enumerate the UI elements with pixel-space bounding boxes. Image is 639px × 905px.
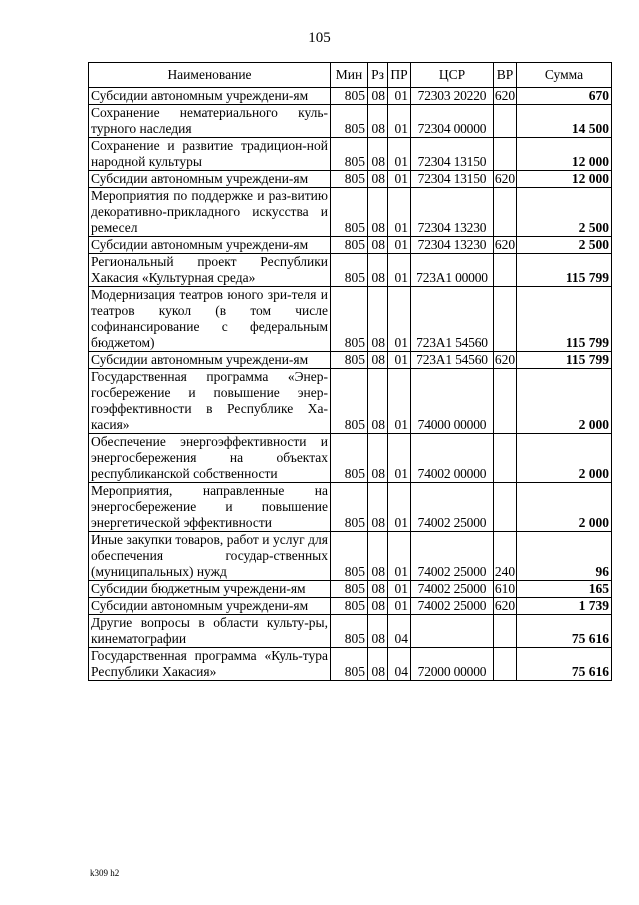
cell-min: 805 bbox=[331, 188, 368, 237]
cell-rz: 08 bbox=[368, 352, 388, 369]
cell-rz: 08 bbox=[368, 237, 388, 254]
cell-pr: 01 bbox=[388, 237, 411, 254]
cell-rz: 08 bbox=[368, 581, 388, 598]
cell-csr: 74002 00000 bbox=[411, 434, 494, 483]
cell-name: Иные закупки товаров, работ и услуг для обеспечения государ-ственных (муниципальных) нужд bbox=[89, 532, 331, 581]
cell-pr: 01 bbox=[388, 598, 411, 615]
header-min: Мин bbox=[331, 63, 368, 88]
cell-sum: 12 000 bbox=[517, 171, 612, 188]
cell-pr: 01 bbox=[388, 532, 411, 581]
cell-rz: 08 bbox=[368, 171, 388, 188]
cell-name: Мероприятия, направленные на энергосбережение и повышение энергетической эффективности bbox=[89, 483, 331, 532]
table-body bbox=[89, 88, 612, 681]
cell-sum: 2 000 bbox=[517, 434, 612, 483]
cell-min: 805 bbox=[331, 369, 368, 434]
cell-vr bbox=[494, 483, 517, 532]
cell-csr: 72303 20220 bbox=[411, 88, 494, 105]
cell-min: 805 bbox=[331, 434, 368, 483]
cell-sum: 2 500 bbox=[517, 188, 612, 237]
cell-min: 805 bbox=[331, 352, 368, 369]
cell-name: Модернизация театров юного зри-теля и театров кукол (в том числе софинансирование с федеральным бюджетом) bbox=[89, 287, 331, 352]
cell-csr: 74002 25000 bbox=[411, 581, 494, 598]
table-row bbox=[89, 188, 612, 237]
table-row bbox=[89, 648, 612, 681]
cell-pr: 04 bbox=[388, 615, 411, 648]
cell-name: Субсидии автономным учреждени-ям bbox=[89, 352, 331, 369]
header-sum: Сумма bbox=[517, 63, 612, 88]
cell-pr: 01 bbox=[388, 287, 411, 352]
table-row bbox=[89, 483, 612, 532]
cell-csr: 74000 00000 bbox=[411, 369, 494, 434]
table-row bbox=[89, 105, 612, 138]
cell-rz: 08 bbox=[368, 88, 388, 105]
cell-csr bbox=[411, 615, 494, 648]
table-row bbox=[89, 532, 612, 581]
cell-vr bbox=[494, 615, 517, 648]
table-row bbox=[89, 171, 612, 188]
cell-name: Субсидии автономным учреждени-ям bbox=[89, 237, 331, 254]
cell-vr bbox=[494, 287, 517, 352]
cell-csr: 74002 25000 bbox=[411, 483, 494, 532]
cell-rz: 08 bbox=[368, 188, 388, 237]
cell-name: Мероприятия по поддержке и раз-витию декоративно-прикладного искусства и ремесел bbox=[89, 188, 331, 237]
cell-csr: 723А1 00000 bbox=[411, 254, 494, 287]
table-row bbox=[89, 598, 612, 615]
cell-csr: 72304 13150 bbox=[411, 138, 494, 171]
cell-vr bbox=[494, 434, 517, 483]
cell-vr bbox=[494, 105, 517, 138]
cell-pr: 01 bbox=[388, 88, 411, 105]
cell-vr bbox=[494, 369, 517, 434]
cell-sum: 115 799 bbox=[517, 254, 612, 287]
header-name: Наименование bbox=[89, 63, 331, 88]
cell-sum: 12 000 bbox=[517, 138, 612, 171]
cell-rz: 08 bbox=[368, 434, 388, 483]
cell-rz: 08 bbox=[368, 598, 388, 615]
cell-rz: 08 bbox=[368, 105, 388, 138]
cell-csr: 74002 25000 bbox=[411, 598, 494, 615]
cell-name: Сохранение и развитие традицион-ной народной культуры bbox=[89, 138, 331, 171]
cell-csr: 72304 13150 bbox=[411, 171, 494, 188]
cell-pr: 01 bbox=[388, 369, 411, 434]
table-row bbox=[89, 434, 612, 483]
cell-name: Субсидии бюджетным учреждени-ям bbox=[89, 581, 331, 598]
cell-sum: 2 500 bbox=[517, 237, 612, 254]
cell-sum: 2 000 bbox=[517, 369, 612, 434]
budget-table bbox=[88, 62, 612, 681]
cell-name: Государственная программа «Энер-госбережение и повышение энер-гоэффективности в Республике Ха-касия» bbox=[89, 369, 331, 434]
cell-rz: 08 bbox=[368, 615, 388, 648]
cell-csr: 72304 13230 bbox=[411, 237, 494, 254]
cell-pr: 04 bbox=[388, 648, 411, 681]
table-row bbox=[89, 352, 612, 369]
cell-csr: 723А1 54560 bbox=[411, 287, 494, 352]
cell-rz: 08 bbox=[368, 254, 388, 287]
cell-sum: 2 000 bbox=[517, 483, 612, 532]
cell-min: 805 bbox=[331, 581, 368, 598]
cell-min: 805 bbox=[331, 287, 368, 352]
cell-pr: 01 bbox=[388, 581, 411, 598]
table-header-row bbox=[89, 63, 612, 88]
header-vr: ВР bbox=[494, 63, 517, 88]
footer-code: k309 h2 bbox=[90, 868, 120, 878]
cell-name: Субсидии автономным учреждени-ям bbox=[89, 171, 331, 188]
cell-name: Субсидии автономным учреждени-ям bbox=[89, 88, 331, 105]
table-row bbox=[89, 138, 612, 171]
cell-min: 805 bbox=[331, 138, 368, 171]
cell-rz: 08 bbox=[368, 532, 388, 581]
cell-sum: 96 bbox=[517, 532, 612, 581]
cell-vr bbox=[494, 648, 517, 681]
cell-pr: 01 bbox=[388, 138, 411, 171]
cell-rz: 08 bbox=[368, 648, 388, 681]
cell-sum: 165 bbox=[517, 581, 612, 598]
cell-vr bbox=[494, 138, 517, 171]
cell-vr: 620 bbox=[494, 171, 516, 186]
table-row bbox=[89, 237, 612, 254]
page-number: 105 bbox=[308, 30, 331, 46]
cell-pr: 01 bbox=[388, 352, 411, 369]
table-row bbox=[89, 581, 612, 598]
cell-csr: 74002 25000 bbox=[411, 532, 494, 581]
cell-vr: 620 bbox=[494, 88, 516, 103]
cell-min: 805 bbox=[331, 171, 368, 188]
cell-vr bbox=[494, 188, 517, 237]
header-pr: ПР bbox=[388, 63, 411, 88]
cell-min: 805 bbox=[331, 615, 368, 648]
cell-csr: 72000 00000 bbox=[411, 648, 494, 681]
cell-vr: 620 bbox=[494, 598, 516, 613]
table-row bbox=[89, 287, 612, 352]
cell-name: Обеспечение энергоэффективности и энергосбережения на объектах республиканской собственности bbox=[89, 434, 331, 483]
cell-sum: 75 616 bbox=[517, 615, 612, 648]
table-row bbox=[89, 254, 612, 287]
cell-min: 805 bbox=[331, 598, 368, 615]
table-row bbox=[89, 369, 612, 434]
cell-name: Сохранение нематериального куль-турного наследия bbox=[89, 105, 331, 138]
cell-vr: 240 bbox=[494, 532, 517, 581]
header-csr: ЦСР bbox=[411, 63, 494, 88]
cell-pr: 01 bbox=[388, 483, 411, 532]
cell-csr: 72304 13230 bbox=[411, 188, 494, 237]
cell-min: 805 bbox=[331, 254, 368, 287]
cell-rz: 08 bbox=[368, 369, 388, 434]
table-row bbox=[89, 88, 612, 105]
cell-sum: 75 616 bbox=[517, 648, 612, 681]
cell-sum: 14 500 bbox=[517, 105, 612, 138]
cell-name: Государственная программа «Куль-тура Республики Хакасия» bbox=[89, 648, 331, 681]
header-rz: Рз bbox=[368, 63, 388, 88]
cell-min: 805 bbox=[331, 88, 368, 105]
cell-sum: 115 799 bbox=[517, 352, 612, 369]
cell-vr: 620 bbox=[494, 237, 516, 252]
cell-rz: 08 bbox=[368, 287, 388, 352]
cell-min: 805 bbox=[331, 483, 368, 532]
cell-sum: 1 739 bbox=[517, 598, 612, 615]
cell-csr: 72304 00000 bbox=[411, 105, 494, 138]
cell-pr: 01 bbox=[388, 434, 411, 483]
cell-pr: 01 bbox=[388, 105, 411, 138]
cell-name: Субсидии автономным учреждени-ям bbox=[89, 598, 331, 615]
cell-vr bbox=[494, 254, 517, 287]
cell-pr: 01 bbox=[388, 254, 411, 287]
cell-pr: 01 bbox=[388, 188, 411, 237]
cell-rz: 08 bbox=[368, 483, 388, 532]
cell-rz: 08 bbox=[368, 138, 388, 171]
cell-name: Другие вопросы в области культу-ры, кинематографии bbox=[89, 615, 331, 648]
cell-min: 805 bbox=[331, 532, 368, 581]
cell-sum: 115 799 bbox=[517, 287, 612, 352]
cell-min: 805 bbox=[331, 648, 368, 681]
cell-min: 805 bbox=[331, 105, 368, 138]
table-row bbox=[89, 615, 612, 648]
cell-pr: 01 bbox=[388, 171, 411, 188]
cell-csr: 723А1 54560 bbox=[411, 352, 494, 369]
cell-min: 805 bbox=[331, 237, 368, 254]
cell-name: Региональный проект Республики Хакасия «Культурная среда» bbox=[89, 254, 331, 287]
cell-sum: 670 bbox=[517, 88, 612, 105]
cell-vr: 620 bbox=[494, 352, 516, 367]
cell-vr: 610 bbox=[494, 581, 516, 596]
